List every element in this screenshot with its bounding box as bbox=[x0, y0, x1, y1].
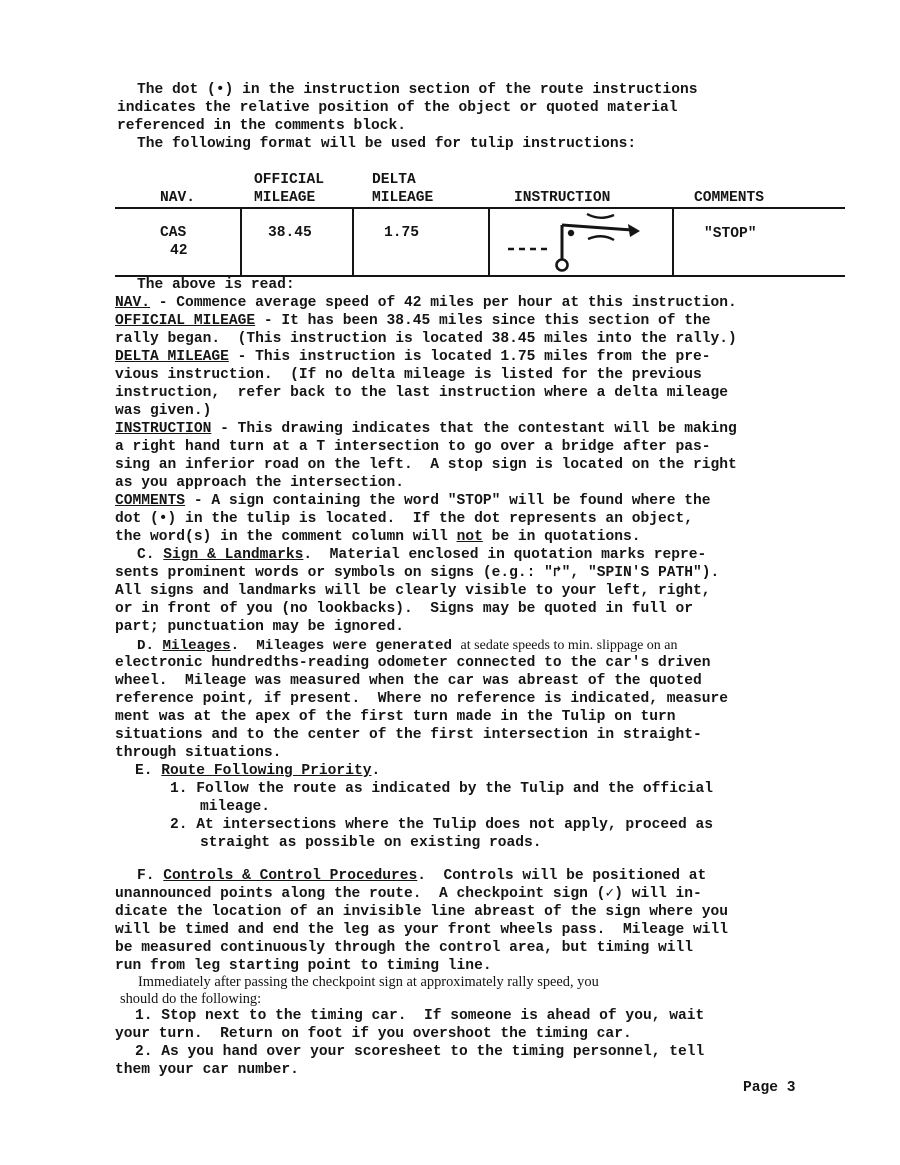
delta-text: - This instruction is located 1.75 miles from the pre- bbox=[228, 349, 711, 365]
section-f-line-6: run from leg starting point to timing line. bbox=[115, 958, 492, 974]
official-term: OFFICIAL MILEAGE bbox=[115, 313, 256, 329]
delta-definition bbox=[115, 349, 711, 367]
step-1-cont: your turn. Return on foot if you overshoot the timing car. bbox=[115, 1026, 632, 1042]
instruction-term: INSTRUCTION bbox=[115, 421, 212, 437]
tulip-bridge-bottom bbox=[588, 236, 614, 240]
tulip-arrow-head bbox=[628, 224, 640, 237]
intro-line-4: The following format will be used for tulip instructions: bbox=[137, 136, 637, 152]
tulip-exit-road bbox=[562, 225, 632, 230]
header-official-2: MILEAGE bbox=[254, 190, 316, 206]
header-instruction: INSTRUCTION bbox=[514, 190, 611, 206]
section-f-line-3: dicate the location of an invisible line abreast of the sign where you bbox=[115, 904, 729, 920]
section-e-heading bbox=[135, 763, 380, 781]
section-c-heading bbox=[137, 547, 706, 565]
header-nav: NAV. bbox=[160, 190, 196, 206]
typed-note-line-2: should do the following: bbox=[120, 991, 262, 1007]
section-e-item-1: 1. Follow the route as indicated by the Tulip and the official bbox=[170, 781, 713, 797]
section-f-term: Controls & Control Procedures bbox=[163, 868, 418, 884]
comments-line-3 bbox=[115, 529, 640, 547]
section-f-line-5: be measured continuously through the control area, but timing will bbox=[115, 940, 694, 956]
section-c-text: . Material enclosed in quotation marks repre- bbox=[303, 547, 707, 563]
section-d-heading bbox=[137, 637, 678, 656]
intro-line-2: indicates the relative position of the object or quoted material bbox=[117, 100, 678, 116]
comments-definition bbox=[115, 493, 711, 511]
comments-line-3a: the word(s) in the comment column will bbox=[115, 529, 457, 545]
section-f-label: F. bbox=[137, 868, 164, 884]
table-top-rule bbox=[115, 207, 845, 209]
header-official-1: OFFICIAL bbox=[254, 172, 325, 188]
table-col-divider-1 bbox=[240, 207, 242, 277]
section-c-line-2: sents prominent words or symbols on signs (e.g.: "↱", "SPIN'S PATH"). bbox=[115, 565, 720, 581]
tulip-bridge-top bbox=[587, 214, 614, 218]
header-delta-2: MILEAGE bbox=[372, 190, 434, 206]
comments-term: COMMENTS bbox=[115, 493, 186, 509]
section-d-line-2: electronic hundredths-reading odometer connected to the car's driven bbox=[115, 655, 711, 671]
delta-line-2: vious instruction. (If no delta mileage is listed for the previous bbox=[115, 367, 702, 383]
tulip-diagram bbox=[490, 209, 672, 275]
cell-nav-1: CAS bbox=[160, 225, 187, 241]
not-emphasis: not bbox=[456, 529, 483, 545]
intro-line-1: The dot (•) in the instruction section of the route instructions bbox=[137, 82, 698, 98]
intro-line-3: referenced in the comments block. bbox=[117, 118, 407, 134]
comments-line-2: dot (•) in the tulip is located. If the dot represents an object, bbox=[115, 511, 694, 527]
official-definition bbox=[115, 313, 711, 331]
read-line: The above is read: bbox=[137, 277, 295, 293]
section-d-serif-text: at sedate speeds to min. slippage on an bbox=[460, 638, 678, 653]
header-comments: COMMENTS bbox=[694, 190, 765, 206]
delta-line-4: was given.) bbox=[115, 403, 212, 419]
cell-delta: 1.75 bbox=[384, 225, 420, 241]
nav-text: - Commence average speed of 42 miles per hour at this instruction. bbox=[150, 295, 737, 311]
section-d-line-5: ment was at the apex of the first turn made in the Tulip on turn bbox=[115, 709, 676, 725]
step-1: 1. Stop next to the timing car. If someone is ahead of you, wait bbox=[135, 1008, 705, 1024]
instruction-line-3: sing an inferior road on the left. A stop sign is located on the right bbox=[115, 457, 737, 473]
section-c-line-3: All signs and landmarks will be clearly visible to your left, right, bbox=[115, 583, 711, 599]
cell-official: 38.45 bbox=[268, 225, 312, 241]
cell-comments: "STOP" bbox=[704, 226, 757, 242]
cell-nav-2: 42 bbox=[170, 243, 188, 259]
typed-note-line-1: Immediately after passing the checkpoint sign at approximately rally speed, you bbox=[138, 974, 599, 990]
comments-line-3c: be in quotations. bbox=[482, 529, 641, 545]
table-col-divider-2 bbox=[352, 207, 354, 277]
table-col-divider-4 bbox=[672, 207, 674, 277]
section-e-term: Route Following Priority bbox=[161, 763, 372, 779]
header-delta-1: DELTA bbox=[372, 172, 416, 188]
section-f-line-2: unannounced points along the route. A checkpoint sign (✓) will in- bbox=[115, 886, 702, 902]
section-d-line-6: situations and to the center of the first intersection in straight- bbox=[115, 727, 702, 743]
section-c-label: C. bbox=[137, 547, 164, 563]
official-line-2: rally began. (This instruction is located 38.45 miles into the rally.) bbox=[115, 331, 737, 347]
nav-definition bbox=[115, 295, 737, 313]
section-e-label: E. bbox=[135, 763, 162, 779]
section-e-end: . bbox=[371, 763, 381, 779]
section-c-line-5: part; punctuation may be ignored. bbox=[115, 619, 405, 635]
nav-term: NAV. bbox=[115, 295, 151, 311]
section-d-text: . Mileages were generated bbox=[230, 638, 461, 654]
tulip-dot-icon bbox=[568, 230, 574, 236]
section-d-term: Mileages bbox=[162, 638, 231, 654]
section-c-term: Sign & Landmarks bbox=[163, 547, 304, 563]
page-number: Page 3 bbox=[743, 1080, 796, 1096]
section-d-line-3: wheel. Mileage was measured when the car was abreast of the quoted bbox=[115, 673, 702, 689]
section-f-heading bbox=[137, 868, 706, 886]
instruction-line-2: a right hand turn at a T intersection to go over a bridge after pas- bbox=[115, 439, 711, 455]
tulip-start-circle bbox=[557, 260, 568, 271]
section-d-line-7: through situations. bbox=[115, 745, 282, 761]
delta-term: DELTA MILEAGE bbox=[115, 349, 229, 365]
instruction-line-4: as you approach the intersection. bbox=[115, 475, 405, 491]
step-2: 2. As you hand over your scoresheet to the timing personnel, tell bbox=[135, 1044, 705, 1060]
comments-text: - A sign containing the word "STOP" will be found where the bbox=[185, 493, 711, 509]
section-e-item-2: 2. At intersections where the Tulip does not apply, proceed as bbox=[170, 817, 713, 833]
section-e-item-2-cont: straight as possible on existing roads. bbox=[200, 835, 542, 851]
instruction-definition bbox=[115, 421, 737, 439]
section-d-line-4: reference point, if present. Where no reference is indicated, measure bbox=[115, 691, 729, 707]
section-c-line-4: or in front of you (no lookbacks). Signs may be quoted in full or bbox=[115, 601, 694, 617]
delta-line-3: instruction, refer back to the last instruction where a delta mileage bbox=[115, 385, 729, 401]
official-text: - It has been 38.45 miles since this section of the bbox=[255, 313, 711, 329]
section-d-label: D. bbox=[137, 638, 163, 654]
section-f-line-4: will be timed and end the leg as your front wheels pass. Mileage will bbox=[115, 922, 729, 938]
section-e-item-1-cont: mileage. bbox=[200, 799, 271, 815]
section-f-text: . Controls will be positioned at bbox=[417, 868, 707, 884]
step-2-cont: them your car number. bbox=[115, 1062, 299, 1078]
instruction-text: - This drawing indicates that the contestant will be making bbox=[211, 421, 737, 437]
